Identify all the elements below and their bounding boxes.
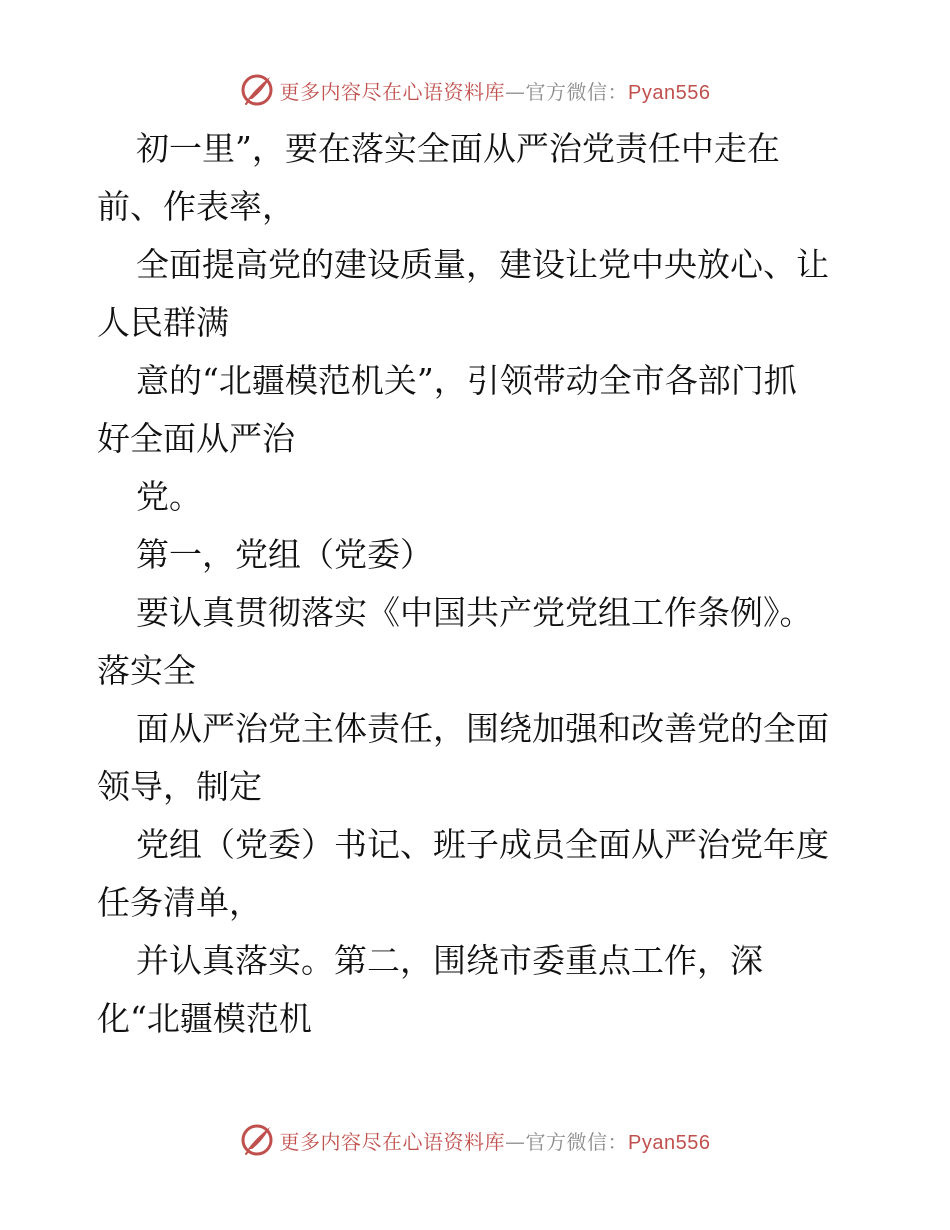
banner-dash: —: [505, 1129, 526, 1154]
text-line: 党组（党委）书记、班子成员全面从严治党年度: [136, 825, 829, 864]
feather-pen-logo-icon: [240, 1123, 274, 1157]
text-line: 意的“北疆模范机关”，引领带动全市各部门抓: [136, 361, 797, 400]
text-line: 要认真贯彻落实《中国共产党党组工作条例》。: [136, 593, 813, 632]
text-line: 前、作表率，: [97, 187, 295, 226]
text-line: 落实全: [97, 651, 196, 690]
footer-banner: [0, 1120, 950, 1160]
banner-wechat-id: Pyan556: [628, 81, 711, 104]
text-line: 领导，制定: [97, 767, 262, 806]
text-line: 党。: [136, 477, 202, 516]
text-line: 化“北疆模范机: [97, 999, 312, 1038]
text-line: 面从严治党主体责任，围绕加强和改善党的全面: [136, 709, 829, 748]
text-line: 人民群满: [97, 303, 229, 342]
banner-colon: ：: [607, 79, 629, 104]
text-line: 并认真落实。第二，围绕市委重点工作，深: [136, 941, 763, 980]
banner-text: [280, 76, 711, 105]
text-line: 第一，党组（党委）: [136, 535, 433, 574]
banner-wechat-id: Pyan556: [628, 1131, 711, 1154]
body-text: [97, 120, 867, 1048]
text-line: 好全面从严治: [97, 419, 295, 458]
text-line: 任务清单，: [97, 883, 262, 922]
banner-wechat-label: 官方微信: [525, 79, 608, 104]
banner-label: 更多内容尽在心语资料库: [279, 79, 506, 104]
banner-label: 更多内容尽在心语资料库: [279, 1129, 506, 1154]
feather-pen-logo-icon: [240, 73, 274, 107]
banner-wechat-label: 官方微信: [525, 1129, 608, 1154]
text-line: 初一里”，要在落实全面从严治党责任中走在: [136, 129, 780, 168]
text-line: 全面提高党的建设质量，建设让党中央放心、让: [136, 245, 829, 284]
banner-colon: ：: [607, 1129, 629, 1154]
banner-text: [280, 1126, 711, 1155]
header-banner: [0, 70, 950, 110]
banner-dash: —: [505, 79, 526, 104]
